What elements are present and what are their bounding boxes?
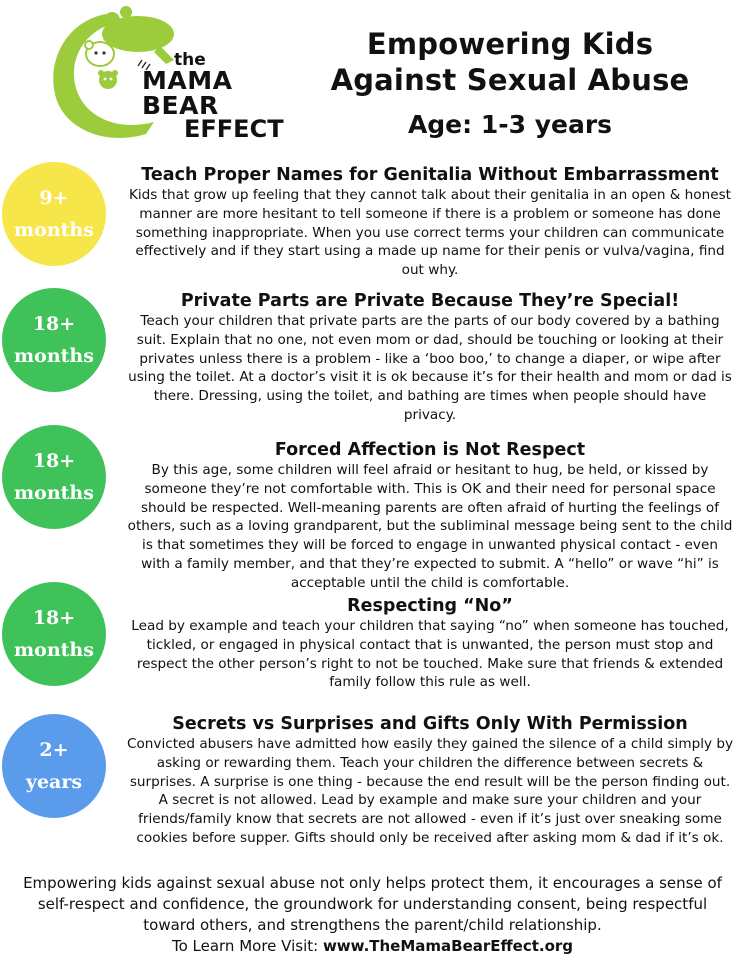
age-badge-number: 2+ [39,739,69,761]
logo-text [142,50,284,143]
age-badge-number: 18+ [32,313,76,335]
section-body: Lead by example and teach your children that saying “no” when someone has touched, tickled, or engaged in physical contact that is unwanted, the person must stop and respect the other person’s right to not be touched. Make sure that friends & extended family follow this rule as well. [131,618,729,691]
section-4 [126,595,734,692]
logo-the: the [174,50,206,70]
age-badge-3 [2,425,106,529]
section-title: Secrets vs Surprises and Gifts Only With Permission [172,714,688,734]
footer [10,873,735,957]
footer-link-line [10,936,735,957]
age-badge-number: 9+ [39,187,69,209]
footer-url-link[interactable]: www.TheMamaBearEffect.org [322,937,574,955]
footer-text: Empowering kids against sexual abuse not only helps protect them, it encourages a sense of self-respect and confidence, the groundwork for understanding consent, being respectful toward others, and strengthens the parent/child relationship. [23,874,722,934]
section-body: Teach your children that private parts are the parts of our body covered by a bathing suit. Explain that no one, not even mom or dad, should be touching or looking at their privates unless there is a problem - like a ‘boo boo,’ to change a diaper, or wipe after using the toilet. At a doctor’s visit it is ok because it’s for their health and mom or dad is there. Dressing, using the toilet, and bathing are times when people should have privacy. [128,313,732,423]
footer-link-prefix: To Learn More Visit: [171,937,323,955]
age-badge-2 [2,288,106,392]
age-badge-unit: months [14,219,94,241]
section-5 [126,713,734,848]
age-badge-1 [2,162,106,266]
section-3 [126,439,734,593]
logo [42,6,282,146]
age-badge-unit: months [14,482,94,504]
age-badge-unit: months [14,639,94,661]
age-badge-4 [2,582,106,686]
page-subtitle: Age: 1-3 years [407,110,613,139]
title-line-1: Empowering Kids [366,27,654,61]
title-line-2: Against Sexual Abuse [330,63,690,97]
section-title: Forced Affection is Not Respect [274,440,586,460]
section-title: Respecting “No” [347,596,513,616]
age-badge-unit: years [25,771,83,793]
age-badge-unit: months [14,345,94,367]
section-body: Kids that grow up feeling that they cannot talk about their genitalia in an open & honest manner are more hesitant to tell someone if there is a problem or someone has done something inappropriate. When you use correct terms your children can communicate effectively and if they start using a made up name for their penis or vulva/vagina, find out why. [128,187,731,279]
logo-mama-bear: MAMA BEAR [142,66,233,120]
age-badge-number: 18+ [32,607,76,629]
page-title [300,26,720,98]
age-badge-number: 18+ [32,450,76,472]
section-2 [126,290,734,425]
logo-effect: EFFECT [184,115,284,143]
section-1 [126,164,734,280]
section-body: Convicted abusers have admitted how easily they gained the silence of a child simply by asking or rewarding them. Teach your children the difference between secrets & surprises. A surprise is one thing - because the end result will be the person finding out. A secret is not allowed. Lead by example and make sure your children and your friends/family know that secrets are not allowed - even if it’s just over sneaking some cookies before supper. Gifts should only be received after asking mom & dad if it’s ok. [126,736,734,846]
section-title: Teach Proper Names for Genitalia Without Embarrassment [141,165,719,185]
age-badge-5 [2,714,106,818]
section-title: Private Parts are Private Because They’re Special! [180,291,680,311]
section-body: By this age, some children will feel afraid or hesitant to hug, be held, or kissed by someone they’re not comfortable with. This is OK and their need for personal space should be respected. Well-meaning parents are often afraid of hurting the feelings of others, such as a loving grandparent, but the subliminal message being sent to the child is that sometimes they will be forced to engage in unwanted physical contact - even with a family member, and that they’re expected to submit. A “hello” or wave “hi” is acceptable until the child is comfortable. [127,462,733,591]
